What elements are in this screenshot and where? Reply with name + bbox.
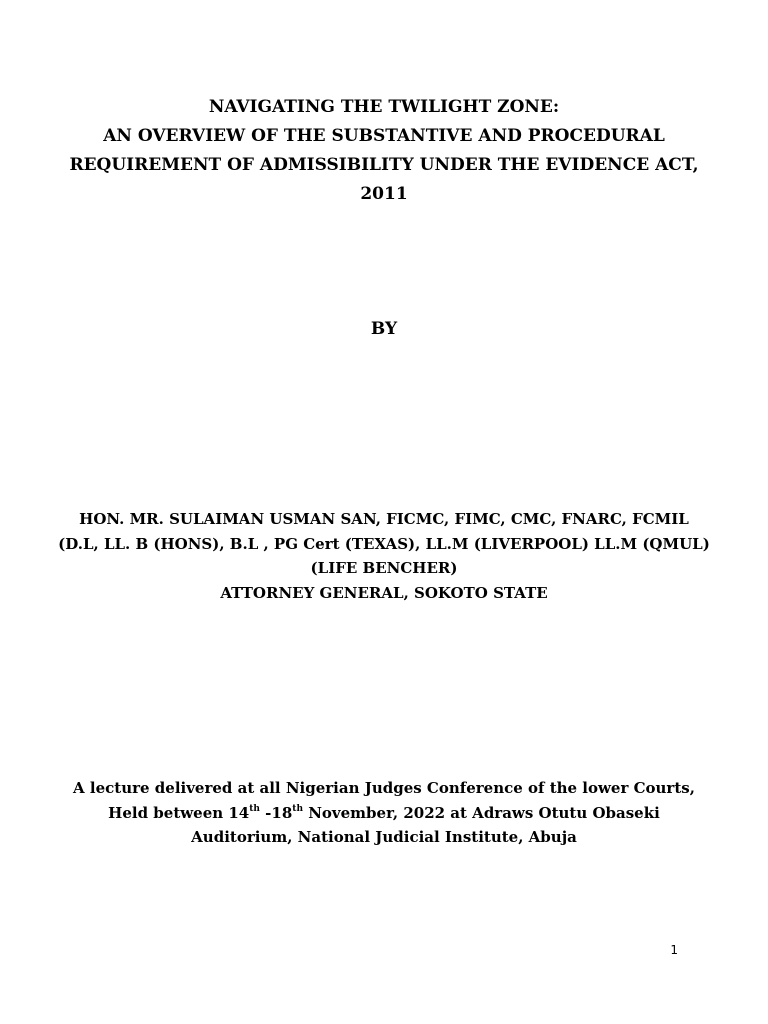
lecture-note xyxy=(0,776,768,850)
lecture-date-end: -18 xyxy=(259,803,293,822)
lecture-venue-start: November, 2022 at Adraws Otutu Obaseki xyxy=(302,803,660,822)
author-position-line: ATTORNEY GENERAL, SOKOTO STATE xyxy=(220,583,548,602)
author-credentials xyxy=(0,507,768,605)
page-number: 1 xyxy=(670,943,678,957)
lecture-date-start: Held between 14 xyxy=(108,803,250,822)
lecture-line-1: A lecture delivered at all Nigerian Judges Conference of the lower Courts, xyxy=(73,779,695,797)
title-line-4: 2011 xyxy=(360,184,408,204)
ordinal-suffix-start: th xyxy=(249,803,260,814)
ordinal-suffix-end: th xyxy=(292,803,303,814)
author-name-line: HON. MR. SULAIMAN USMAN SAN, FICMC, FIMC, CMC, FNARC, FCMIL xyxy=(79,510,689,528)
lecture-line-2 xyxy=(0,801,768,826)
by-label: BY xyxy=(370,319,398,339)
document-title xyxy=(0,93,768,209)
author-honour-line: (LIFE BENCHER) xyxy=(310,559,458,577)
title-line-3: REQUIREMENT OF ADMISSIBILITY UNDER THE EVIDENCE ACT, xyxy=(69,155,699,175)
title-line-1: NAVIGATING THE TWILIGHT ZONE: xyxy=(208,97,560,117)
lecture-line-3: Auditorium, National Judicial Institute, Abuja xyxy=(191,828,577,846)
author-degrees-line: (D.L, LL. B (HONS), B.L , PG Cert (TEXAS), LL.M (LIVERPOOL) LL.M (QMUL) xyxy=(58,534,710,553)
title-line-2: AN OVERVIEW OF THE SUBSTANTIVE AND PROCEDURAL xyxy=(103,126,665,146)
